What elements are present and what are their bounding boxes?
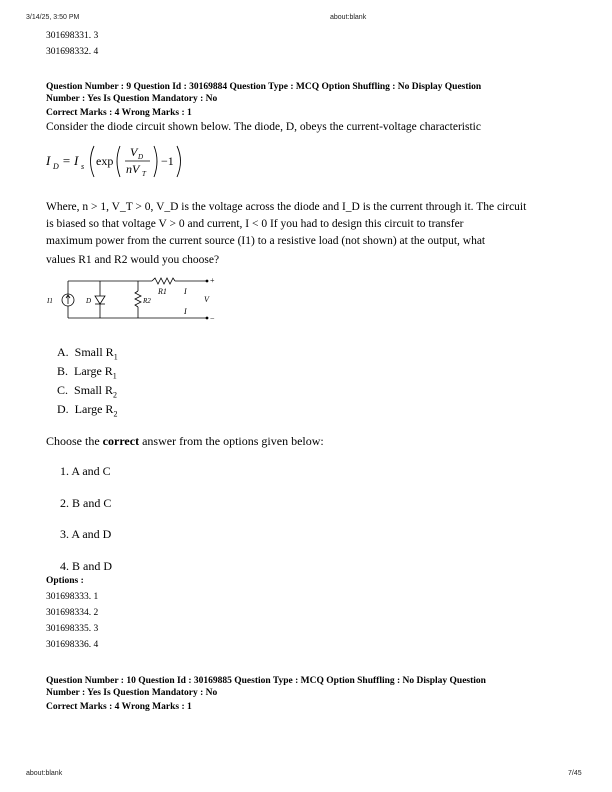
choose-prompt — [46, 434, 324, 449]
r2-label: R2 — [143, 297, 151, 305]
print-url: about:blank — [330, 14, 367, 21]
answer-choice[interactable]: 3. A and D — [60, 527, 112, 541]
plus-label: + — [210, 276, 215, 285]
r1-resistor — [152, 278, 175, 284]
choose-bold: correct — [102, 434, 140, 448]
page-number: 7/45 — [568, 770, 582, 777]
option-id: 301698334. 2 — [46, 608, 99, 618]
statement-item — [57, 364, 117, 380]
option-id: 301698335. 3 — [46, 624, 99, 634]
answer-choice[interactable]: 1. A and C — [60, 464, 111, 478]
outer-paren-right — [177, 146, 181, 177]
choose-suffix: answer from the options given below: — [139, 434, 324, 448]
statement-sub: 1 — [113, 352, 118, 362]
answer-choice[interactable]: 2. B and C — [60, 496, 112, 510]
statement-letter: C. — [57, 383, 69, 397]
eq-minus-one: −1 — [161, 154, 174, 168]
voltage-label: V — [204, 295, 209, 304]
source-label: I1 — [47, 297, 53, 305]
question-meta: Question Number : 10 Question Id : 30169885 Question Type : MCQ Option Shuffling : No Display Question — [46, 676, 486, 686]
minus-label: − — [210, 314, 215, 323]
statement-text: Small R — [74, 345, 114, 359]
eq-exp: exp — [96, 154, 114, 168]
question-meta: Question Number : 9 Question Id : 30169884 Question Type : MCQ Option Shuffling : No Display Question — [46, 82, 482, 92]
diode-equation — [46, 140, 196, 182]
output-terminal-minus — [206, 317, 209, 320]
eq-denominator: nV — [126, 162, 140, 176]
circuit-diagram — [44, 272, 244, 336]
question-paragraph-line: is biased so that voltage V > 0 and current, I < 0 If you had to design this circuit to transfer — [46, 218, 464, 230]
inner-paren-left — [117, 146, 120, 177]
question-paragraph-line: Where, n > 1, V_T > 0, V_D is the voltage across the diode and I_D is the current through it. The circuit — [46, 201, 527, 213]
question-meta: Number : Yes Is Question Mandatory : No — [46, 688, 218, 698]
eq-numerator: V — [130, 145, 138, 159]
current-label-bottom: I — [184, 307, 187, 316]
r1-label: R1 — [158, 287, 167, 296]
question-meta: Number : Yes Is Question Mandatory : No — [46, 94, 218, 104]
eq-lhs: I — [46, 153, 51, 168]
statement-sub: 1 — [112, 371, 117, 381]
current-label-top: I — [184, 287, 187, 296]
statement-letter: B. — [57, 364, 69, 378]
statement-text: Large R — [74, 402, 114, 416]
eq-denominator-sub: T — [142, 170, 146, 178]
options-label: Options : — [46, 576, 84, 586]
option-id: 301698336. 4 — [46, 640, 99, 650]
statement-letter: A. — [57, 345, 69, 359]
option-id: 301698333. 1 — [46, 592, 99, 602]
output-terminal-plus — [206, 280, 209, 283]
question-marks: Correct Marks : 4 Wrong Marks : 1 — [46, 702, 192, 712]
equation-graphic — [46, 140, 196, 182]
print-datetime: 3/14/25, 3:50 PM — [26, 14, 80, 21]
r2-resistor — [135, 291, 141, 307]
question-intro: Consider the diode circuit shown below. The diode, D, obeys the current-voltage characteristic — [46, 121, 481, 133]
statement-letter: D. — [57, 402, 69, 416]
statement-item — [57, 402, 117, 418]
statement-item — [57, 345, 118, 361]
statement-text: Large R — [74, 364, 113, 378]
statement-text: Small R — [74, 383, 114, 397]
question-marks: Correct Marks : 4 Wrong Marks : 1 — [46, 108, 192, 118]
statement-sub: 2 — [113, 390, 118, 400]
question-paragraph-line: values R1 and R2 would you choose? — [46, 254, 220, 266]
diode-symbol — [95, 296, 105, 304]
circuit-graphic — [44, 272, 244, 336]
answer-choice[interactable]: 4. B and D — [60, 559, 112, 573]
eq-numerator-sub: D — [138, 153, 144, 161]
diode-label: D — [86, 297, 92, 305]
eq-is: = I — [62, 153, 79, 168]
prev-option-id: 301698332. 4 — [46, 47, 99, 57]
question-paragraph-line: maximum power from the current source (I1) to a resistive load (not shown) at the output, what — [46, 235, 486, 247]
statement-sub: 2 — [113, 409, 118, 419]
footer-url: about:blank — [26, 770, 63, 777]
eq-is-sub: s — [81, 162, 85, 171]
prev-option-id: 301698331. 3 — [46, 31, 99, 41]
outer-paren-left — [91, 146, 95, 177]
choose-prefix: Choose the — [46, 434, 103, 448]
eq-lhs-sub: D — [53, 162, 59, 171]
statement-item — [57, 383, 117, 399]
inner-paren-right — [154, 146, 157, 177]
